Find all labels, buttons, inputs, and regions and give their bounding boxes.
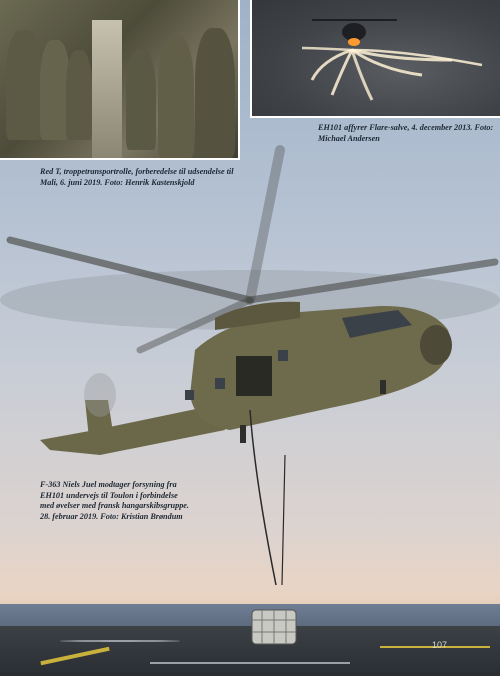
- flare-trails: [302, 48, 482, 100]
- sling-line: [250, 410, 276, 585]
- nose-radome: [420, 325, 452, 365]
- caption-troop-transport: Red T, troppetransportrolle, forberedelse til udsendelse til Mali, 6. juni 2019. Foto: Henrik Kastenskjold: [40, 167, 234, 187]
- caption-resupply: F-363 Niels Juel modtager forsyning fra EH101 undervejs til Toulon i forbindelse med øvelser med fransk hangarskibsgruppe. 28. februar 2019. Foto: Kristian Brøndum: [40, 480, 189, 521]
- cargo-door: [236, 356, 272, 396]
- photo-flare-salvo: [250, 0, 500, 118]
- photo-troop-transport: [0, 0, 240, 160]
- caption-flare-salvo: EH101 affyrer Flare-salve, 4. december 2013. Foto: Michael Andersen: [318, 123, 494, 143]
- tail-rotor: [84, 373, 116, 417]
- page-number: 107: [432, 640, 448, 650]
